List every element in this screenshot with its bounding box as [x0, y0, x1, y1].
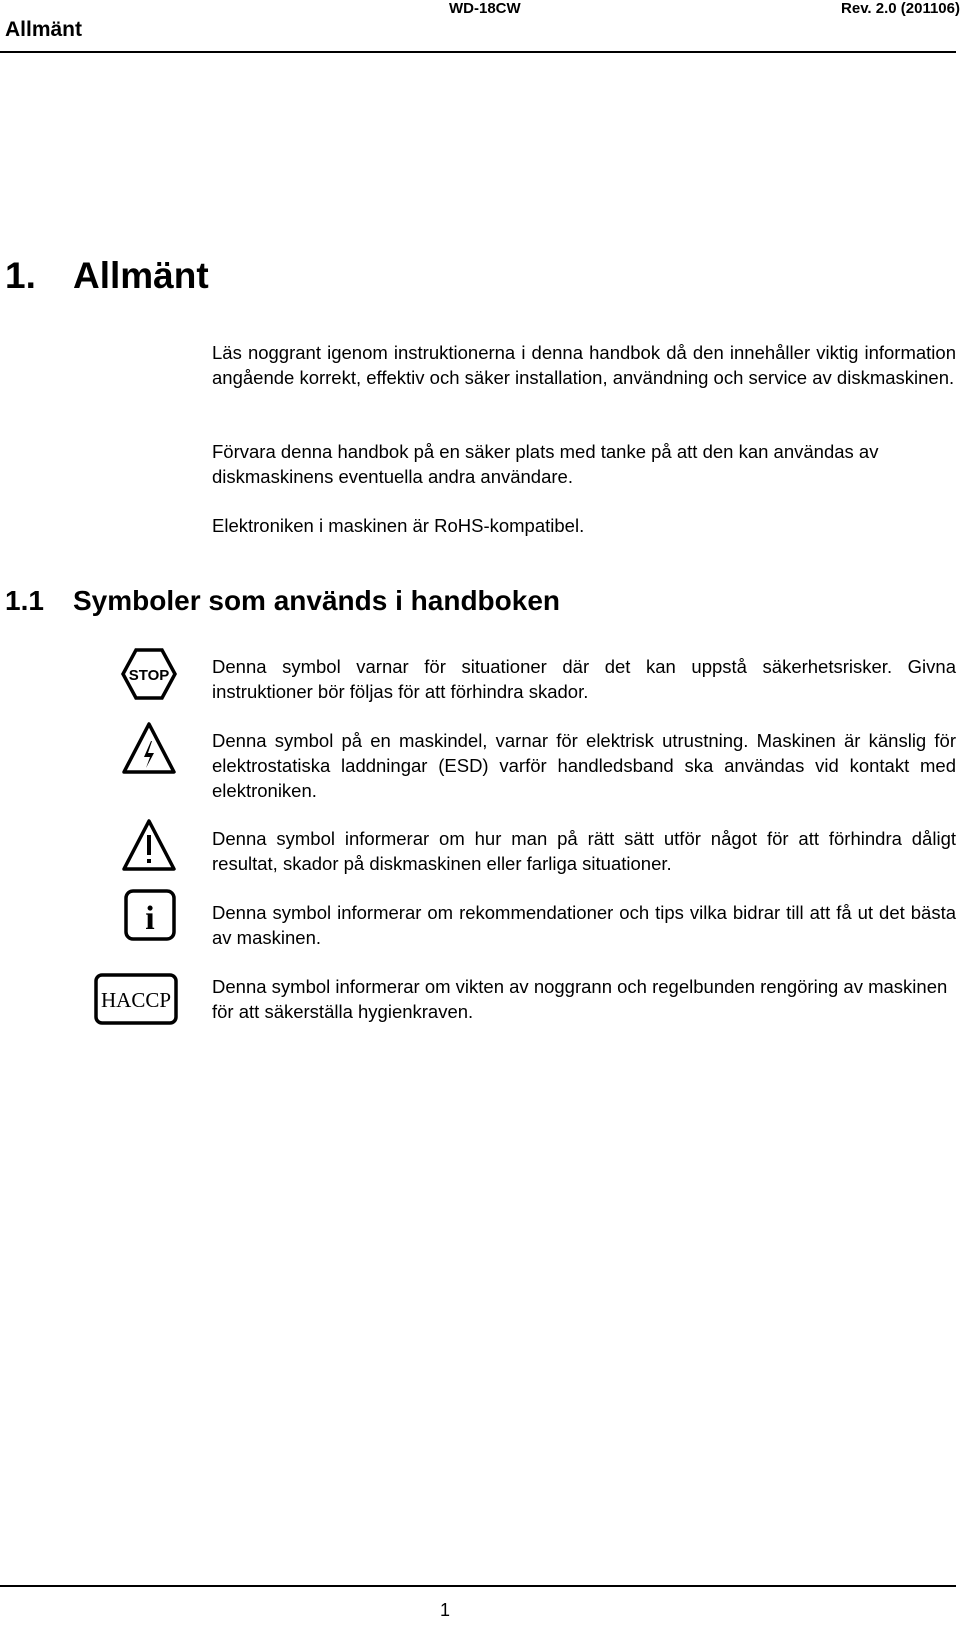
symbol-description-stop: Denna symbol varnar för situationer där det kan uppstå säkerhetsrisker. Givna instruktioner bör följas för att förhindra skador. [212, 656, 956, 702]
info-icon-label: i [145, 900, 155, 937]
haccp-icon-label: HACCP [100, 988, 172, 1012]
symbol-description-electrical: Denna symbol på en maskindel, varnar för elektrisk utrustning. Maskinen är känslig för elektrostatiska laddningar (ESD) varför handledsband ska användas vid kontakt med elektroniken. [212, 730, 956, 801]
caution-icon [121, 818, 177, 877]
footer-divider [0, 1585, 956, 1587]
section-title: Symboler som används i handboken [73, 585, 561, 616]
symbol-description-haccp: Denna symbol informerar om vikten av noggrann och regelbunden rengöring av maskinen för att säkerställa hygienkraven. [212, 976, 948, 1022]
haccp-icon [94, 973, 178, 1030]
header-revision: Rev. 2.0 (201106) [841, 0, 960, 17]
section-number: 1.1 [5, 585, 44, 616]
section-heading [5, 585, 560, 617]
symbol-description-caution: Denna symbol informerar om hur man på rätt sätt utför något för att förhindra dåligt resultat, skador på diskmaskinen eller farliga situationer. [212, 828, 956, 874]
symbol-description-info: Denna symbol informerar om rekommendationer och tips vilka bidrar till att få ut det bästa av maskinen. [212, 902, 956, 948]
page-number: 1 [440, 1600, 451, 1620]
intro-paragraph-3: Elektroniken i maskinen är RoHS-kompatibel. [212, 515, 585, 536]
chapter-heading [5, 255, 209, 297]
chapter-number: 1. [5, 255, 36, 296]
chapter-title: Allmänt [73, 255, 209, 296]
electrical-warning-icon [121, 721, 177, 780]
info-icon [124, 889, 176, 946]
header-section-title: Allmänt [5, 18, 83, 41]
stop-icon [121, 648, 177, 705]
intro-paragraph-1: Läs noggrant igenom instruktionerna i denna handbok då den innehåller viktig information angående korrekt, effektiv och säker installation, användning och service av diskmaskinen. [212, 342, 956, 388]
stop-icon-label: STOP [128, 667, 170, 684]
header-divider [0, 51, 956, 53]
header-model: WD-18CW [449, 0, 521, 17]
intro-paragraph-2: Förvara denna handbok på en säker plats med tanke på att den kan användas av diskmaskinens eventuella andra användare. [212, 441, 879, 487]
